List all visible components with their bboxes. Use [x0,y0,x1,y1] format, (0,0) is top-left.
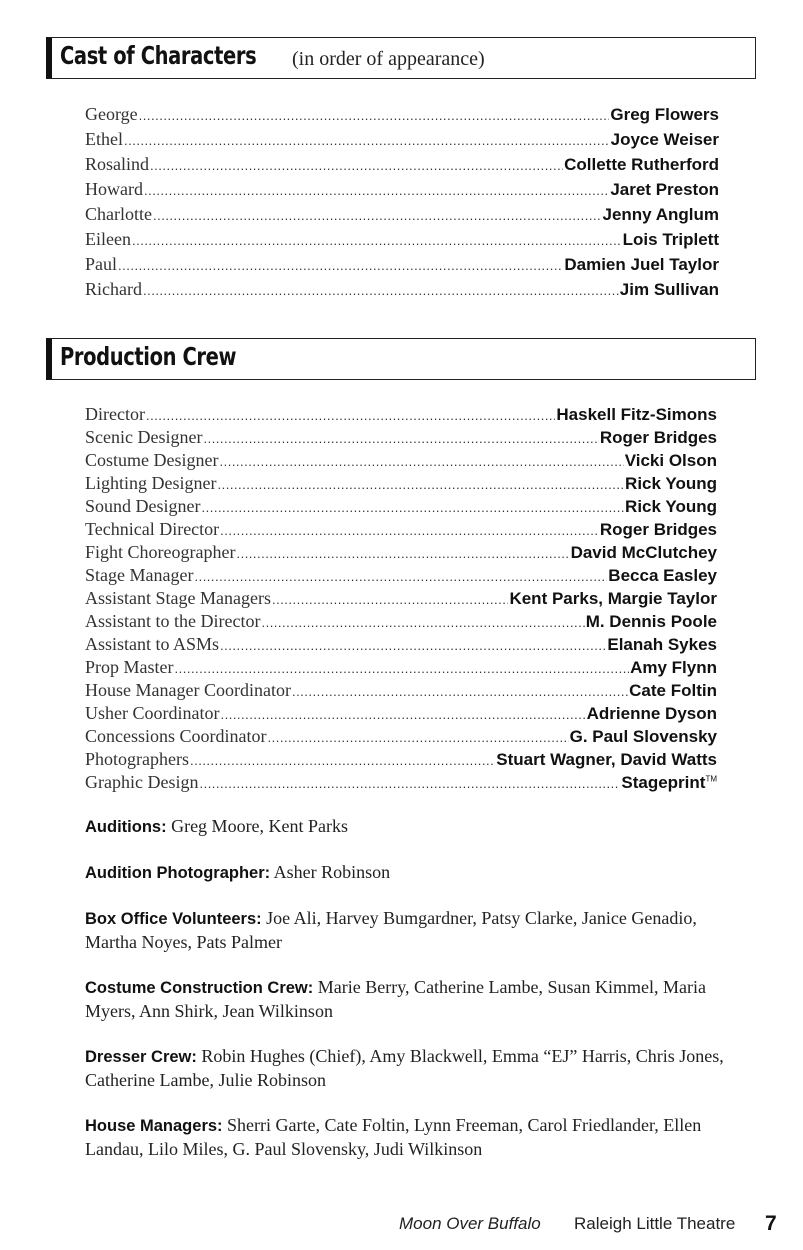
character-name: Paul [85,254,118,274]
crew-section-header [46,338,756,380]
character-name: Richard [85,279,142,299]
crew-role: Fight Choreographer [85,542,236,562]
crew-role: Assistant to the Director [85,611,261,631]
character-name: Eileen [85,229,131,249]
crew-row [85,611,717,634]
crew-name: Elanah Sykes [607,635,717,654]
cast-row [85,279,719,304]
credit-costume-construction [85,976,725,1023]
crew-row [85,565,717,588]
cast-row [85,179,719,204]
crew-role: Lighting Designer [85,473,217,493]
credit-text: Joe Ali, Harvey Bumgardner, Patsy Clarke, Janice Genadio, Martha Noyes, Pats Palmer [85,908,697,952]
crew-row [85,772,717,795]
crew-row [85,519,717,542]
credit-text: Asher Robinson [273,862,391,882]
crew-row [85,680,717,703]
character-name: Ethel [85,129,123,149]
crew-name: Haskell Fitz-Simons [556,405,717,424]
cast-row [85,129,719,154]
crew-name: Cate Foltin [629,681,717,700]
leader-dots [144,183,609,198]
crew-role: Photographers [85,749,189,769]
cast-row [85,104,719,129]
credit-text: Sherri Garte, Cate Foltin, Lynn Freeman, Carol Friedlander, Ellen Landau, Lilo Miles, G. Paul Slovensky, Judi Wilkinson [85,1115,702,1159]
crew-row [85,726,717,749]
crew-row [85,473,717,496]
leader-dots [292,684,628,699]
credit-auditions [85,815,725,839]
crew-row [85,496,717,519]
crew-name: Rick Young [625,474,717,493]
credit-label: Audition Photographer: [85,864,271,882]
footer-theatre-name: Raleigh Little Theatre [574,1214,736,1233]
credit-label: Costume Construction Crew: [85,979,314,997]
leader-dots [139,108,610,123]
credit-label: House Managers: [85,1117,223,1135]
actor-name: Greg Flowers [610,105,719,124]
leader-dots [190,753,495,768]
character-name: Howard [85,179,143,199]
credit-text: Greg Moore, Kent Parks [171,816,349,836]
credit-audition-photographer [85,861,725,885]
crew-role: Sound Designer [85,496,201,516]
cast-section-subtitle: (in order of appearance) [292,48,485,70]
crew-name: Becca Easley [608,566,717,585]
cast-section-header [46,37,756,79]
leader-dots [203,431,598,446]
crew-row [85,703,717,726]
leader-dots [272,592,508,607]
cast-row [85,254,719,279]
leader-dots [146,408,555,423]
crew-row [85,749,717,772]
page-footer [0,1212,803,1240]
cast-list [85,104,719,304]
crew-role: Stage Manager [85,565,194,585]
leader-dots [124,133,610,148]
crew-name: Kent Parks, Margie Taylor [509,589,717,608]
leader-dots [220,638,606,653]
crew-name: Adrienne Dyson [586,704,717,723]
credit-label: Dresser Crew: [85,1048,197,1066]
actor-name: Jaret Preston [610,180,719,199]
actor-name: Joyce Weiser [610,130,719,149]
stageprint-name: Stageprint [621,773,706,792]
leader-dots [194,569,607,584]
leader-dots [150,158,563,173]
crew-role: Concessions Coordinator [85,726,267,746]
actor-name: Jim Sullivan [619,280,719,299]
crew-role: Technical Director [85,519,220,539]
crew-name: Vicki Olson [624,451,717,470]
cast-row [85,154,719,179]
crew-role: Assistant to ASMs [85,634,220,654]
leader-dots [175,661,630,676]
actor-name: Lois Triplett [622,230,719,249]
crew-row [85,588,717,611]
crew-role: Costume Designer [85,450,219,470]
leader-dots [132,233,622,248]
footer-show-title: Moon Over Buffalo [399,1214,541,1233]
crew-role: Usher Coordinator [85,703,220,723]
credit-text: Marie Berry, Catherine Lambe, Susan Kimmel, Maria Myers, Ann Shirk, Jean Wilkinson [85,977,706,1021]
crew-name: Roger Bridges [599,428,717,447]
leader-dots [261,615,584,630]
leader-dots [118,258,563,273]
crew-name: M. Dennis Poole [585,612,717,631]
character-name: George [85,104,138,124]
cast-section-title: Cast of Characters [60,41,257,70]
cast-row [85,229,719,254]
crew-role: Graphic Design [85,772,199,792]
crew-row [85,657,717,680]
credit-label: Box Office Volunteers: [85,910,262,928]
actor-name: Damien Juel Taylor [564,255,719,274]
trademark-mark: TM [705,774,717,784]
credit-dresser-crew [85,1045,725,1092]
crew-list [85,404,717,795]
crew-name [621,773,717,793]
leader-dots [143,283,619,298]
crew-name: Rick Young [625,497,717,516]
crew-name: Stuart Wagner, David Watts [496,750,717,769]
crew-section-title: Production Crew [60,342,237,371]
credit-text: Robin Hughes (Chief), Amy Blackwell, Emma “EJ” Harris, Chris Jones, Catherine Lambe, Julie Robinson [85,1046,724,1090]
cast-row [85,204,719,229]
leader-dots [236,546,569,561]
crew-row [85,404,717,427]
leader-dots [153,208,602,223]
leader-dots [220,523,599,538]
crew-name: Roger Bridges [599,520,717,539]
leader-dots [268,730,569,745]
leader-dots [219,454,623,469]
actor-name: Jenny Anglum [602,205,719,224]
leader-dots [202,500,625,515]
credit-house-managers [85,1114,725,1161]
crew-name: G. Paul Slovensky [569,727,717,746]
character-name: Rosalind [85,154,150,174]
leader-dots [199,776,620,791]
crew-role: Assistant Stage Managers [85,588,271,608]
crew-row [85,450,717,473]
credit-box-office [85,907,725,954]
leader-dots [220,707,585,722]
character-name: Charlotte [85,204,152,224]
crew-row [85,427,717,450]
crew-role: House Manager Coordinator [85,680,291,700]
credit-label: Auditions: [85,818,167,836]
crew-role: Director [85,404,145,424]
crew-name: David McClutchey [570,543,717,562]
crew-role: Scenic Designer [85,427,203,447]
page-number: 7 [765,1212,777,1235]
crew-name: Amy Flynn [630,658,717,677]
crew-row [85,634,717,657]
crew-row [85,542,717,565]
leader-dots [217,477,624,492]
actor-name: Collette Rutherford [564,155,719,174]
crew-role: Prop Master [85,657,174,677]
